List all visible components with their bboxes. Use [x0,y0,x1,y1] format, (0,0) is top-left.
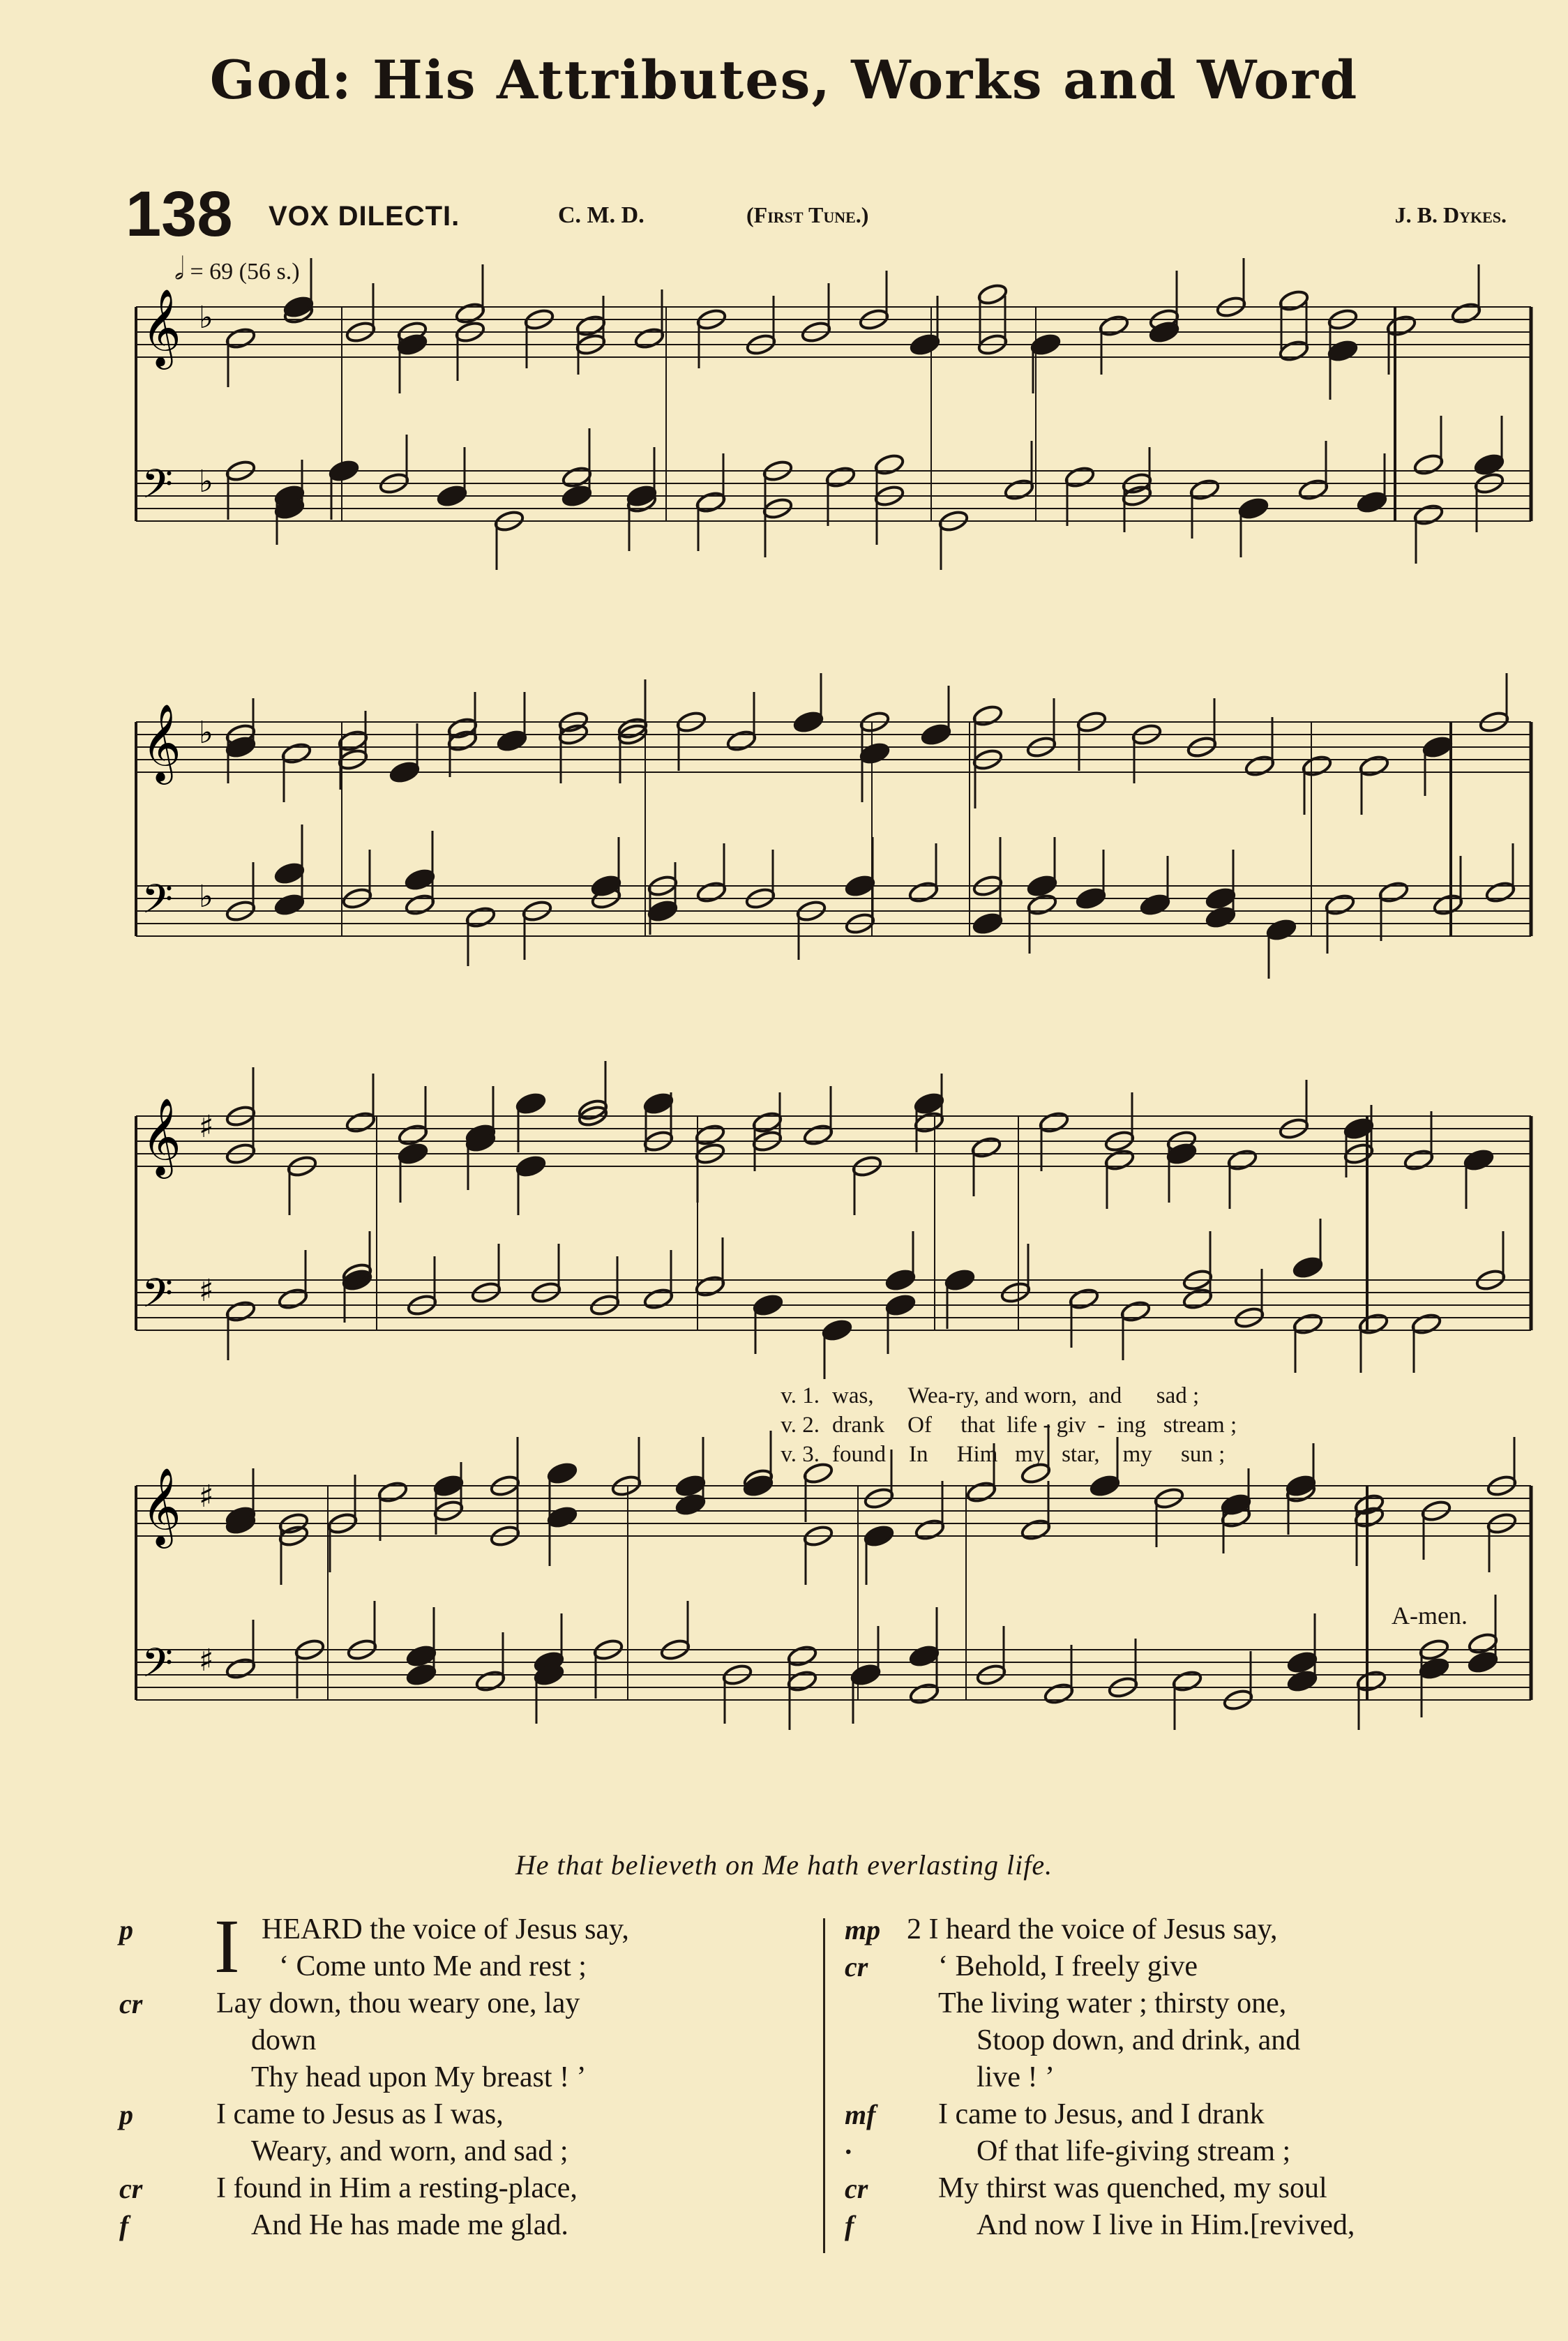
note-head [633,326,665,350]
dynamic-mark: p [119,2099,133,2130]
tune-name: VOX DILECTI. [269,201,460,232]
dynamic-mark: cr [845,1951,868,1982]
note-head [1020,1518,1051,1542]
key-signature-icon: ♭ [199,715,213,751]
note-head [1432,893,1463,917]
note-head [561,484,592,508]
note-head [642,1287,674,1311]
note-head [1403,1148,1434,1172]
note-head [546,1461,578,1485]
note-head [642,1092,674,1115]
note-head [1297,478,1329,502]
note-head [1182,1287,1213,1311]
note-head [1450,301,1482,325]
note-head [802,1123,834,1147]
note-head [1356,490,1387,514]
note-head [1003,478,1034,502]
epigraph: He that believeth on Me hath everlasting life. [515,1849,1053,1881]
note-head [786,1669,817,1693]
note-head [397,1123,428,1147]
verse-line [119,2170,799,2207]
note-head [1412,503,1444,527]
note-head [1068,1287,1099,1311]
note-head [972,912,1003,935]
note-head [1467,1632,1498,1655]
note-head [792,710,824,734]
note-head [694,1123,725,1147]
bass-clef-icon: 𝄢 [142,1270,174,1327]
note-head [1410,1312,1442,1336]
verse-text: The living water ; thirsty one, [938,1987,1287,2019]
note-head [1064,465,1095,489]
note-head [1292,1312,1323,1336]
note-head [1189,478,1220,502]
note-head [859,742,890,765]
note-head [397,1142,428,1166]
note-head [965,1480,997,1504]
key-signature-icon: ♭ [199,300,213,336]
note-head [404,868,435,891]
note-head [1353,1493,1385,1516]
verse-line [119,1911,799,1948]
note-head [1378,880,1409,904]
note-head [1385,314,1417,338]
verse-text: Thy head upon My breast ! ’ [251,2061,587,2093]
verse-ref: v. 1. [781,1383,820,1408]
note-head [1030,333,1061,356]
note-head [1473,453,1505,476]
note-head [436,484,467,508]
note-head [1043,1682,1074,1706]
note-head [1038,1111,1069,1134]
verse-line [847,1985,1524,2022]
note-head [1026,874,1057,898]
verse-line [847,2022,1524,2059]
note-head [1089,1474,1120,1498]
key-signature-icon: ♭ [199,464,213,499]
note-head [1292,1256,1323,1279]
note-head [590,874,621,898]
underlay-words: was, Wea-ry, and worn, and sad ; [832,1383,1200,1408]
note-head [1098,314,1129,338]
verse-text: HEARD the voice of Jesus say, [262,1913,629,1945]
dynamic-mark: p [119,1914,133,1945]
note-head [396,333,428,356]
note-head [844,874,875,898]
note-head [575,314,606,338]
note-head [850,1663,881,1687]
note-head [225,735,256,759]
note-head [546,1505,578,1529]
key-signature-icon: ♯ [199,1643,214,1678]
note-head [913,1111,944,1134]
note-head [1166,1142,1197,1166]
note-head [751,1111,783,1134]
underlay-words: drank Of that life - giv - ing stream ; [832,1413,1237,1438]
verse-ref: v. 3. [781,1442,820,1467]
verse-1 [119,1904,799,2244]
note-head [1139,893,1170,917]
verse-line [119,1985,799,2022]
note-head [1244,754,1275,778]
note-head [1327,339,1358,363]
note-head [1467,1650,1498,1674]
note-head [674,1493,706,1516]
verse-text: ‘ Come unto Me and rest ; [279,1950,587,1982]
note-head [674,1474,706,1498]
verse-text: 2 I heard the voice of Jesus say, [907,1913,1278,1945]
page-title: God: His Attributes, Works and Word [209,49,1359,111]
note-head [1075,887,1106,910]
note-head [695,490,726,514]
note-head [873,453,905,476]
note-head [515,1154,546,1178]
verse-text: I came to Jesus as I was, [216,2098,504,2130]
key-signature-icon: ♯ [199,1109,214,1145]
note-head [1418,1657,1449,1680]
note-head [1226,1148,1258,1172]
hymn-number: 138 [126,179,233,250]
verse-text: Weary, and worn, and sad ; [251,2135,568,2167]
verse-line [847,2170,1524,2207]
note-head [821,1318,852,1342]
bass-clef-icon: 𝄢 [142,875,174,933]
note-head [786,1644,817,1668]
underlay-line [739,1440,1237,1469]
note-head [465,905,496,929]
note-head [752,1293,783,1317]
note-head [277,1287,308,1311]
note-head [404,893,435,917]
verse-line [847,2133,1524,2170]
dynamic-mark: f [119,2210,129,2241]
dynamic-mark: · [845,2136,852,2167]
note-head [474,1669,506,1693]
note-head [1026,893,1057,917]
key-signature-icon: ♯ [199,1273,214,1309]
note-head [1357,1312,1389,1336]
verse-text: Of that life-giving stream ; [977,2135,1291,2167]
verse-text: down [251,2024,317,2056]
verse-line [122,2133,799,2170]
tune-note: (First Tune.) [746,202,869,227]
treble-clef-icon: 𝄞 [142,703,181,781]
verse-text: Stoop down, and drink, and [977,2024,1301,2056]
note-head [1237,497,1269,520]
note-head [454,301,485,325]
verse-2 [847,1911,1524,2244]
note-head [1358,754,1389,778]
note-head [1286,1650,1318,1674]
verse-text: ‘ Behold, I freely give [938,1950,1198,1982]
note-head [914,1518,945,1542]
note-head [1286,1669,1318,1693]
note-head [907,880,939,904]
verse-text: Lay down, thou weary one, lay [216,1987,580,2019]
note-head [432,1474,464,1498]
treble-clef-icon: 𝄞 [142,288,181,366]
half-note-icon: 𝅗𝅥 [174,252,184,286]
note-head [863,1524,894,1548]
note-head [1324,893,1355,917]
note-head [884,1293,916,1317]
note-head [377,1480,408,1504]
verse-line [119,2096,799,2133]
drop-cap: I [214,1904,240,1989]
note-head [1220,1493,1251,1516]
note-head [1148,320,1179,344]
note-head [1353,1505,1385,1529]
note-head [345,1111,376,1134]
verse-text: I came to Jesus, and I drank [938,2098,1265,2130]
note-head [496,729,527,753]
note-head [446,716,478,740]
verse-line [847,1911,1524,1948]
lyric-underlay [739,1381,1237,1469]
note-head [1301,754,1332,778]
note-head [225,1657,256,1680]
note-head [695,880,727,904]
meter: C. M. D. [558,202,644,228]
note-head [1120,1300,1151,1323]
verse-text: And now I live in Him.[revived, [977,2209,1355,2241]
amen-label: A-men. [1392,1602,1468,1629]
note-head [328,459,359,483]
tempo-value: = 69 (56 s.) [184,259,300,285]
bass-clef-icon: 𝄢 [142,460,174,518]
note-head [977,283,1008,306]
note-head [1278,289,1309,313]
verse-line [122,2059,799,2096]
note-head [1412,453,1444,476]
note-head [972,704,1003,728]
verse-text: My thirst was quenched, my soul [938,2172,1327,2204]
verse-line [847,1948,1524,1985]
verse-text: I found in Him a resting-place, [216,2172,578,2204]
note-head [694,1274,725,1298]
treble-clef-icon: 𝄞 [142,1467,181,1545]
treble-clef-icon: 𝄞 [142,1097,181,1175]
dynamic-mark: mf [845,2099,876,2130]
verse-line [847,2059,1524,2096]
verse-line [122,2022,799,2059]
verse-text: And He has made me glad. [251,2209,568,2241]
note-head [1422,735,1453,759]
dynamic-mark: cr [119,2173,143,2204]
note-head [970,1136,1002,1159]
verse-line [847,2096,1524,2133]
note-head [1103,1148,1135,1172]
note-head [389,760,420,784]
underlay-line [739,1381,1237,1410]
note-head [280,742,312,765]
note-head [647,899,678,923]
composer: J. B. Dykes. [1394,202,1507,227]
note-head [1205,905,1236,929]
verse-ref: v. 2. [781,1413,820,1438]
underlay-line [739,1410,1237,1440]
note-head [725,729,757,753]
note-head [1171,1669,1203,1693]
verse-line [119,2207,799,2244]
note-head [1463,1148,1494,1172]
dynamic-mark: cr [119,1988,143,2019]
underlay-words: found In Him my star, my sun ; [832,1442,1226,1467]
note-head [1278,339,1309,363]
note-head [908,1644,940,1668]
dynamic-mark: mp [845,1914,881,1945]
note-head [908,1682,940,1706]
key-signature-icon: ♭ [199,879,213,914]
dynamic-mark: f [845,2210,854,2241]
note-head [273,893,305,917]
note-head [225,326,256,350]
note-head [824,465,856,489]
dynamic-mark: cr [845,2173,868,2204]
verse-text: live ! ’ [977,2061,1055,2093]
note-head [909,333,940,356]
note-head [515,1092,546,1115]
note-head [920,723,951,746]
column-divider [823,1918,825,2253]
note-head [405,1644,437,1668]
note-head [944,1268,975,1292]
note-head [1355,1669,1387,1693]
note-head [225,1300,256,1323]
note-head [273,861,305,885]
note-head [884,1268,916,1292]
bass-clef-icon: 𝄢 [142,1639,174,1696]
note-head [1343,1117,1374,1141]
note-head [913,1092,944,1115]
key-signature-icon: ♯ [199,1479,214,1514]
note-head [446,729,478,753]
note-head [1484,880,1516,904]
note-head [1205,887,1236,910]
verse-line [122,1948,799,1985]
note-head [405,1663,437,1687]
verse-line [847,2207,1524,2244]
note-head [1265,918,1297,942]
note-head [561,465,592,489]
